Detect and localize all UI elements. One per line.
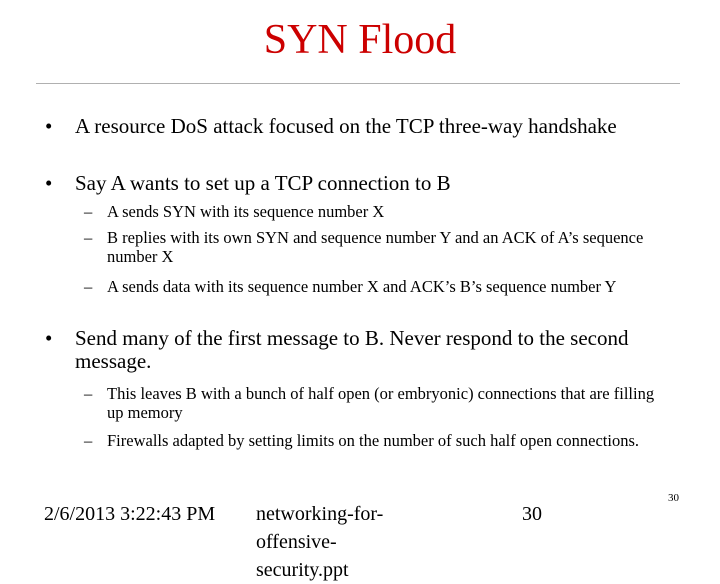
bullet-item <box>45 171 695 195</box>
sub-bullet-text: B replies with its own SYN and sequence number Y and an ACK of A’s sequence number X <box>107 228 644 266</box>
sub-bullet-item <box>84 202 667 222</box>
bullet-text: Send many of the first message to B. Never respond to the second message. <box>75 326 629 373</box>
slide-title: SYN Flood <box>263 17 457 63</box>
corner-slide-number: 30 <box>668 492 679 504</box>
dash-icon: – <box>84 431 93 450</box>
dash-icon: – <box>84 384 93 403</box>
bullet-text: Say A wants to set up a TCP connection to B <box>75 171 451 195</box>
footer-datetime: 2/6/2013 3:22:43 PM <box>44 503 216 525</box>
dash-icon: – <box>84 228 93 247</box>
sub-bullet-item <box>84 431 667 451</box>
title-divider <box>36 83 680 84</box>
footer-page-number: 30 <box>522 503 542 525</box>
sub-bullet-item <box>84 228 667 266</box>
sub-bullet-text: A sends data with its sequence number X and ACK’s B’s sequence number Y <box>107 277 617 296</box>
bullet-dot-icon: • <box>45 326 53 350</box>
sub-bullet-item <box>84 384 667 422</box>
dash-icon: – <box>84 202 93 221</box>
bullet-dot-icon: • <box>45 171 53 195</box>
dash-icon: – <box>84 277 93 296</box>
bullet-text: A resource DoS attack focused on the TCP three-way handshake <box>75 114 617 138</box>
bullet-item <box>45 114 695 138</box>
bullet-item <box>45 326 675 373</box>
sub-bullet-text: Firewalls adapted by setting limits on the number of such half open connections. <box>107 431 640 450</box>
bullet-dot-icon: • <box>45 114 53 138</box>
sub-bullet-item <box>84 277 667 297</box>
footer-filename: networking-for-offensive-security.ppt <box>256 503 384 581</box>
sub-bullet-text: This leaves B with a bunch of half open (or embryonic) connections that are filling up memory <box>107 384 655 422</box>
sub-bullet-text: A sends SYN with its sequence number X <box>107 202 385 221</box>
